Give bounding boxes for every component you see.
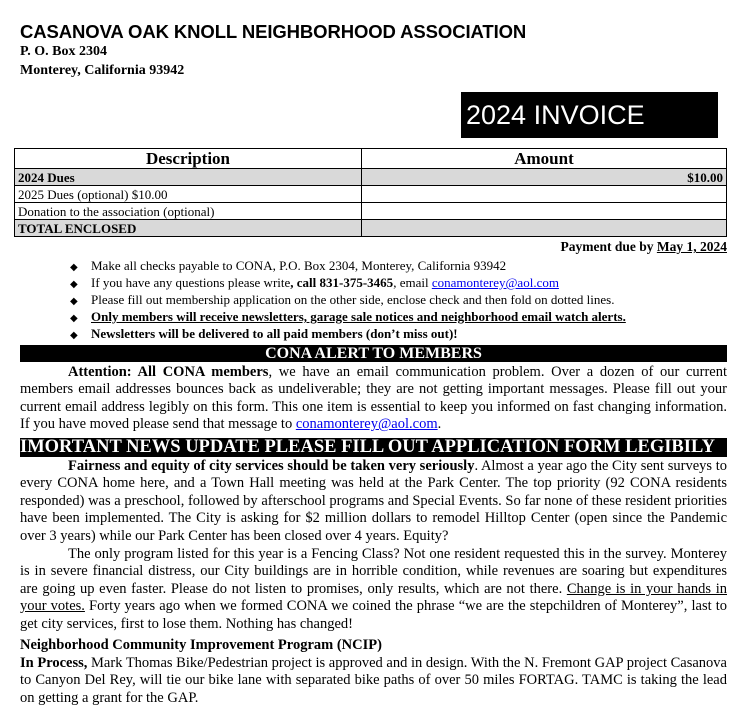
diamond-bullet-icon: ◆ [70, 262, 78, 273]
po-box: P. O. Box 2304 [20, 44, 107, 59]
news-heading: IMORTANT NEWS UPDATE PLEASE FILL OUT APPLICATION FORM LEGIBILY [20, 438, 727, 457]
list-item: ◆ Newsletters will be delivered to all paid members (don’t miss out)! [70, 325, 720, 342]
row-desc: 2025 Dues (optional) $10.00 [15, 186, 362, 203]
table-header-row [15, 149, 727, 169]
table-row [15, 220, 727, 237]
row-desc: 2024 Dues [15, 169, 362, 186]
invoice-title: 2024 INVOICE [461, 92, 718, 138]
invoice-table [14, 148, 727, 237]
alert-email-link[interactable]: conamonterey@aol.com [295, 416, 438, 433]
instructions-list [70, 257, 720, 342]
diamond-bullet-icon: ◆ [70, 313, 78, 324]
news-paragraph-1: Fairness and equity of city services should be taken very seriously. Almost a year ago the City sent surveys to every CONA home here, and a Town Hall meeting was held at the Park Center. The top priority (92 CONA residents responded) was a preschool, followed by afterschool programs and Special Events. So far none of these resident priorities have been implemented. The City is asking for $2 million dollars to remodel Hilltop Center (open since the Pandemic over 3 years) while our Park Center has been closed over 4 years. Equity? [20, 458, 727, 544]
ncip-paragraph: In Process, Mark Thomas Bike/Pedestrian project is approved and in design. With the N. Fremont GAP project Casanova to Canyon Del Rey, will tie our bike lane with separated bike paths of over 50 miles FORTAG. TAMC is taking the lead on getting a grant for the GAP. [20, 655, 727, 706]
org-name: CASANOVA OAK KNOLL NEIGHBORHOOD ASSOCIATION [20, 21, 527, 42]
alert-heading: CONA ALERT TO MEMBERS [20, 345, 727, 362]
table-row [15, 203, 727, 220]
col-description: Description [15, 149, 362, 169]
row-amount[interactable] [362, 220, 727, 237]
row-desc: TOTAL ENCLOSED [15, 220, 362, 237]
table-row [15, 169, 727, 186]
city-address: Monterey, California 93942 [20, 63, 185, 78]
news-paragraph-2: The only program listed for this year is a Fencing Class? Not one resident requested this in the survey. Monterey is in severe financial distress, our City buildings are in horrible condition, while revenues are soaring but expenditures are going up even faster. Please do not listen to promises, only results, which are not there. Change is in your hands in your votes. Forty years ago when we formed CONA we coined the phrase “we are the stepchildren of Monterey”, last to get city services, first to lose them. Nothing has changed! [20, 546, 727, 632]
diamond-bullet-icon: ◆ [70, 330, 78, 341]
row-amount[interactable] [362, 186, 727, 203]
row-amount[interactable] [362, 203, 727, 220]
list-item: ◆ If you have any questions please write, call 831-375-3465, email conamonterey@aol.com [70, 274, 720, 291]
table-row [15, 186, 727, 203]
email-link[interactable]: conamonterey@aol.com [431, 275, 559, 290]
list-item: ◆ Please fill out membership application on the other side, enclose check and then fold on dotted lines. [70, 291, 720, 308]
diamond-bullet-icon: ◆ [70, 279, 78, 290]
col-amount: Amount [362, 149, 727, 169]
due-date: May 1, 2024 [656, 239, 727, 254]
row-desc: Donation to the association (optional) [15, 203, 362, 220]
diamond-bullet-icon: ◆ [70, 296, 78, 307]
payment-due: Payment due by May 1, 2024 [560, 239, 727, 254]
list-item: ◆ Make all checks payable to CONA, P.O. Box 2304, Monterey, California 93942 [70, 257, 720, 274]
row-amount: $10.00 [362, 169, 727, 186]
ncip-heading: Neighborhood Community Improvement Program (NCIP) [20, 637, 382, 653]
list-item: ◆ Only members will receive newsletters, garage sale notices and neighborhood email watch alerts. [70, 308, 720, 325]
alert-paragraph: Attention: All CONA members, we have an email communication problem. Over a dozen of our current members email addresses bounces back as undeliverable; they are not getting important messages. Please fill out your current email address legibly on this form. This one item is essential to keep you informed on fast changing information. If you have moved please send that message to conamonterey@aol.com. [20, 364, 728, 433]
